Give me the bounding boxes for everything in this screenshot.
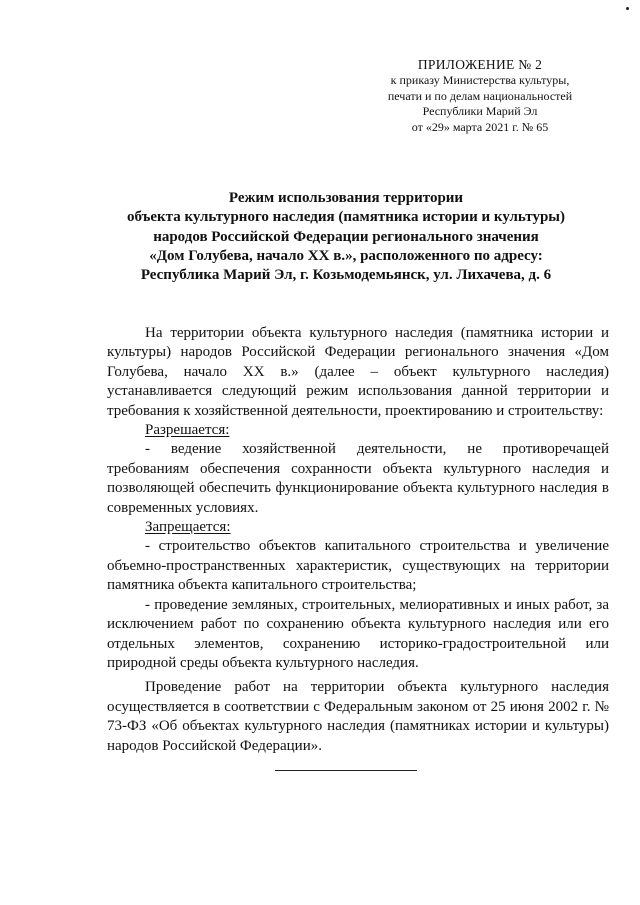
forbidden-label: Запрещается: [145,519,231,536]
closing-rule [275,770,417,771]
intro-paragraph: На территории объекта культурного наследия (памятника истории и культуры) народов Российской Федерации регионального значения «Дом Голубева, начало XX в.» (далее – объект культурного наследия) устанавливается следующий режим использования данной территории и требования к хозяйственной деятельности, проектированию и строительству: [107,325,609,419]
appendix-title: ПРИЛОЖЕНИЕ № 2 [417,57,543,72]
allowed-item: - ведение хозяйственной деятельности, не противоречащей требованиям обеспечения сохранности объекта культурного наследия и позволяющей обеспечить функционирование объекта культурного наследия в современных условиях. [107,441,609,516]
forbidden-item-2: - проведение земляных, строительных, мелиоративных и иных работ, за исключением работ по сохранению объекта культурного наследия или его отдельных элементов, сохранению историко-градостроительной или природной среды объекта культурного наследия. [107,596,609,671]
document-body [107,324,609,756]
appendix-line-4: от «29» марта 2021 г. № 65 [411,119,549,134]
closing-paragraph: Проведение работ на территории объекта культурного наследия осуществляется в соответствии с Федеральным законом от 25 июня 2002 г. № 73-ФЗ «Об объектах культурного наследия (памятниках истории и культуры) народов Российской Федерации». [107,679,609,754]
appendix-line-1: к приказу Министерства культуры, [390,73,570,87]
allowed-label: Разрешается: [145,422,230,439]
forbidden-item-1: - строительство объектов капитального строительства и увеличение объемно-пространственных характеристик, существующих на территории памятника объекта капитального строительства; [107,538,609,594]
title-line-3: народов Российской Федерации регионального значения [153,228,539,245]
appendix-line-3: Республики Марий Эл [422,104,538,118]
title-line-4: «Дом Голубева, начало XX в.», расположенного по адресу: [149,247,543,264]
title-line-5: Республика Марий Эл, г. Козьмодемьянск, ул. Лихачева, д. 6 [140,267,552,284]
title-line-1: Режим использования территории [228,190,464,206]
forbidden-heading [107,518,609,537]
document-title [96,189,596,285]
allowed-heading [107,421,609,440]
scan-artifact-dot [626,7,629,10]
appendix-header [360,56,600,135]
title-line-2: объекта культурного наследия (памятника истории и культуры) [126,209,565,226]
appendix-line-2: печати и по делам национальностей [387,88,573,103]
